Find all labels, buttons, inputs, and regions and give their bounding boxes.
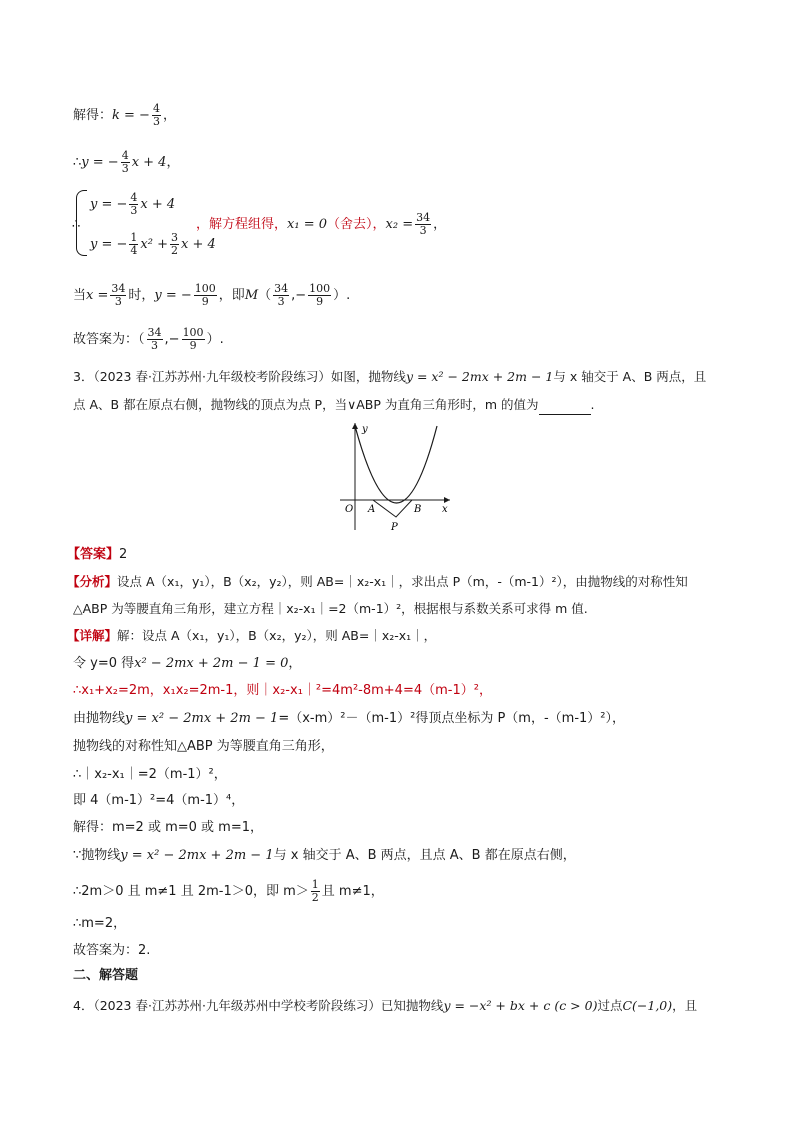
label-o: O bbox=[345, 504, 354, 515]
system-eq2: y = − $\frac{1}{4}$ x² + $\frac{3}{2}$ x + 4 bbox=[90, 231, 216, 257]
question-3-line1: 3．（2023 春·江苏苏州·九年级校考阶段练习）如图，抛物线y = x² − 2mx + 2m − 1与 x 轴交于 A、B 两点，且 bbox=[73, 369, 707, 384]
label-p: P bbox=[391, 522, 398, 533]
detail-line10: ∴2m＞0 且 m≠1 且 2m-1＞0，即 m＞ $\frac{1}{2}$ 且 m≠1， bbox=[73, 878, 384, 904]
detail-line8: 解得：m=2 或 m=0 或 m=1， bbox=[73, 820, 264, 835]
detail-line5: 抛物线的对称性知△ABP 为等腰直角三角形， bbox=[73, 739, 334, 754]
detail-line7: 即 4（m-1）²=4（m-1）⁴， bbox=[73, 793, 245, 808]
system-solution: ，解方程组得，x₁ = 0（舍去），x₂ = $\frac{34}{3}$ ， bbox=[196, 211, 447, 237]
solution-line-y: ∴y = − $\frac{4}{3}$ x + 4， bbox=[73, 149, 180, 175]
label-x: x bbox=[442, 504, 448, 515]
analysis-line1: 【分析】设点 A（x₁，y₁），B（x₂，y₂），则 AB=｜x₂-x₁｜，求出点 P（m，-（m-1）²），由抛物线的对称性知 bbox=[67, 574, 688, 589]
label-a: A bbox=[368, 504, 376, 515]
parabola-graph bbox=[335, 420, 455, 535]
detail-line3: ∴x₁+x₂=2m，x₁x₂=2m-1，则｜x₂-x₁｜²=4m²-8m+4=4（m-1）²， bbox=[73, 683, 492, 698]
solution-line-m: 当x = $\frac{34}{3}$ 时，y = − $\frac{100}{9}$ ，即M（ $\frac{34}{3}$ ,− $\frac{100}{9}$ ）. bbox=[73, 282, 351, 308]
detail-line12: 故答案为：2. bbox=[73, 943, 151, 958]
detail-line2: 令 y=0 得x² − 2mx + 2m − 1 = 0， bbox=[73, 656, 302, 671]
answer-blank bbox=[539, 400, 591, 415]
parabola-curve bbox=[355, 426, 437, 503]
solution-line-k: 解得：k = − $\frac{4}{3}$ ， bbox=[73, 102, 176, 128]
question-3-line2: 点 A、B 都在原点右侧，抛物线的顶点为点 P，当∨ABP 为直角三角形时，m 的值为 . bbox=[73, 395, 595, 415]
section-heading: 二、解答题 bbox=[73, 968, 139, 983]
detail-line1: 【详解】解：设点 A（x₁，y₁），B（x₂，y₂），则 AB=｜x₂-x₁｜， bbox=[67, 628, 437, 643]
question-4-line1: 4．（2023 春·江苏苏州·九年级苏州中学校考阶段练习）已知抛物线y = −x² + bx + c (c > 0)过点C(−1,0)，且 bbox=[73, 998, 698, 1013]
system-therefore: ∴ bbox=[72, 217, 81, 232]
detail-line6: ∴｜x₂-x₁｜=2（m-1）²， bbox=[73, 767, 227, 782]
label-b: B bbox=[414, 504, 422, 515]
label-y: y bbox=[362, 424, 368, 435]
detail-line4: 由抛物线y = x² − 2mx + 2m − 1=（x-m）²－（m-1）²得顶点坐标为 P（m，-（m-1）²）， bbox=[73, 711, 625, 726]
detail-line9: ∵抛物线y = x² − 2mx + 2m − 1与 x 轴交于 A、B 两点，且点 A、B 都在原点右侧， bbox=[73, 848, 576, 863]
analysis-line2: △ABP 为等腰直角三角形，建立方程｜x₂-x₁｜=2（m-1）²，根据根与系数关系可求得 m 值. bbox=[73, 601, 588, 616]
system-eq1: y = − $\frac{4}{3}$ x + 4 bbox=[90, 191, 176, 217]
x-axis-arrow bbox=[444, 497, 450, 503]
detail-line11: ∴m=2， bbox=[73, 916, 127, 931]
answer-line: 【答案】2 bbox=[67, 547, 128, 562]
answer-line-prev: 故答案为：（ $\frac{34}{3}$ ,− $\frac{100}{9}$ ）. bbox=[73, 326, 224, 352]
